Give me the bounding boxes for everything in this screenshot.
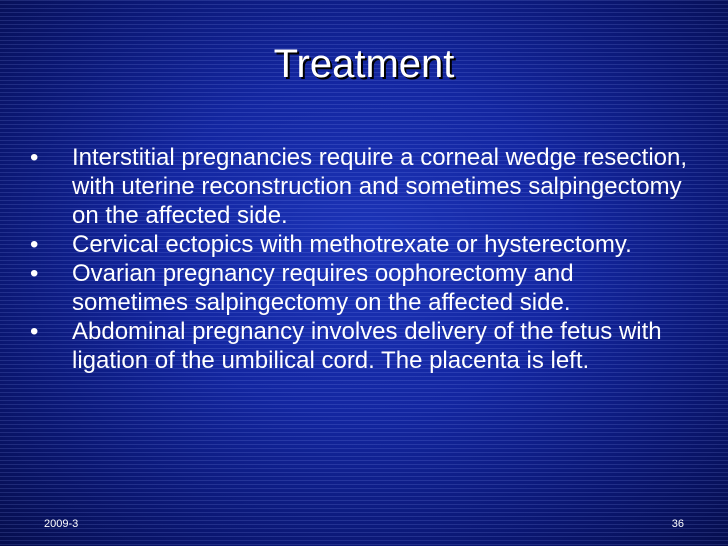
- bullet-marker: •: [30, 231, 39, 258]
- bullet-item: [28, 259, 688, 317]
- bullet-list: [28, 143, 688, 375]
- footer-page-number: 36: [671, 518, 684, 530]
- bullet-item: [28, 317, 688, 375]
- bullet-marker: •: [30, 318, 39, 345]
- footer-date: 2009-3: [44, 518, 79, 530]
- bullet-item: [28, 230, 688, 259]
- bullet-marker: •: [30, 260, 39, 287]
- bullet-marker: •: [30, 144, 39, 171]
- bullet-text: Abdominal pregnancy involves delivery of the fetus with ligation of the umbilical cord. The placenta is left.: [72, 318, 662, 374]
- bullet-text: Interstitial pregnancies require a corneal wedge resection, with uterine reconstruction and sometimes salpingectomy on the affected side.: [72, 144, 688, 229]
- bullet-text: Ovarian pregnancy requires oophorectomy and sometimes salpingectomy on the affected side.: [72, 260, 574, 316]
- slide-title: Treatment: [273, 42, 455, 86]
- bullet-text: Cervical ectopics with methotrexate or hysterectomy.: [72, 231, 632, 258]
- bullet-item: [28, 143, 688, 230]
